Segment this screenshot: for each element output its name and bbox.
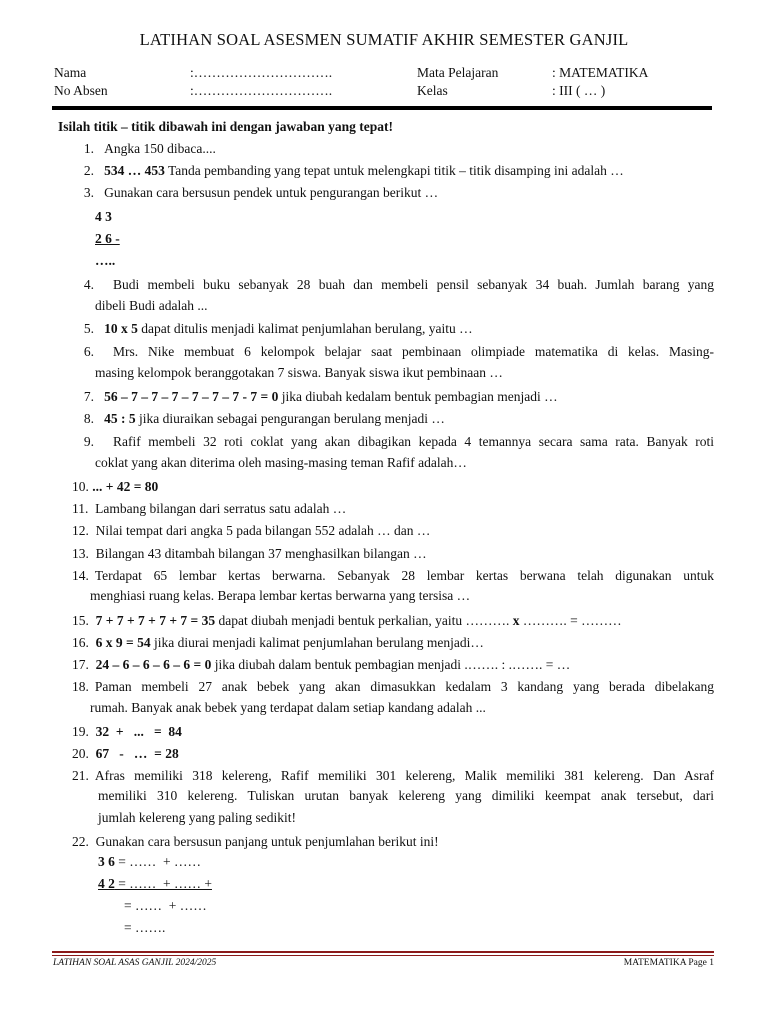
q22-row4: = …….	[124, 920, 166, 935]
q22-row1: 3 6 = …… + ……	[98, 854, 201, 869]
nama-label: Nama	[54, 65, 87, 80]
footer-page: MATEMATIKA Page 1	[623, 958, 714, 968]
question-6: 6. Mrs. Nike membuat 6 kelompok belajar saat pembinaan olimpiade matematika di kelas. Masing-	[83, 344, 714, 359]
instruction: Isilah titik – titik dibawah ini dengan jawaban yang tepat!	[58, 119, 393, 134]
header-divider	[52, 106, 712, 110]
question-13: 13. Bilangan 43 ditambah bilangan 37 menghasilkan bilangan …	[72, 546, 427, 561]
question-3: 3. Gunakan cara bersusun pendek untuk pengurangan berikut …	[83, 185, 439, 200]
question-19: 19. 32 + ... = 84	[72, 724, 182, 739]
q22-row3: = …… + ……	[124, 898, 207, 913]
question-20: 20. 67 - … = 28	[72, 746, 179, 761]
question-11: 11. Lambang bilangan dari serratus satu adalah …	[72, 501, 347, 516]
question-12: 12. Nilai tempat dari angka 5 pada bilangan 552 adalah … dan …	[72, 523, 431, 538]
absen-field: :………………………….	[190, 83, 333, 98]
question-16: 16. 6 x 9 = 54 jika diurai menjadi kalimat penjumlahan berulang menjadi…	[72, 635, 484, 650]
question-2: 2. 534 … 453 Tanda pembanding yang tepat untuk melengkapi titik – titik disamping ini adalah …	[83, 163, 624, 178]
question-21-line3: jumlah kelereng yang paling sedikit!	[98, 810, 296, 825]
mapel-label: Mata Pelajaran	[417, 65, 499, 80]
kelas-label: Kelas	[417, 83, 448, 98]
question-7: 7. 56 – 7 – 7 – 7 – 7 – 7 – 7 - 7 = 0 jika diubah kedalam bentuk pembagian menjadi …	[83, 389, 558, 404]
question-18-line2: rumah. Banyak anak bebek yang terdapat dalam setiap kandang adalah ...	[90, 700, 486, 715]
absen-label: No Absen	[54, 83, 108, 98]
q3-row1: 4 3	[95, 209, 112, 224]
question-5: 5. 10 x 5 dapat ditulis menjadi kalimat penjumlahan berulang, yaitu …	[83, 321, 473, 336]
question-18: 18. Paman membeli 27 anak bebek yang akan dimasukkan kedalam 3 kandang yang berada dibelakang	[72, 679, 714, 694]
question-4: 4. Budi membeli buku sebanyak 28 buah dan membeli pensil sebanyak 34 buah. Jumlah barang yang	[83, 277, 714, 292]
kelas-value: : III ( … )	[552, 83, 606, 98]
question-14: 14. Terdapat 65 lembar kertas berwarna. Sebanyak 28 lembar kertas berwana telah digunakan untuk	[72, 568, 714, 583]
question-10: 10. ... + 42 = 80	[72, 479, 159, 494]
page-title: LATIHAN SOAL ASESMEN SUMATIF AKHIR SEMESTER GANJIL	[139, 30, 629, 49]
question-9: 9. Rafif membeli 32 roti coklat yang akan dibagikan kepada 4 temannya secara sama rata. Banyak roti	[83, 434, 714, 449]
question-15: 15. 7 + 7 + 7 + 7 + 7 = 35 dapat diubah menjadi bentuk perkalian, yaitu ………. x ………. = ………	[72, 613, 622, 628]
mapel-value: : MATEMATIKA	[552, 65, 649, 80]
question-8: 8. 45 : 5 jika diuraikan sebagai pengurangan berulang menjadi …	[83, 411, 445, 426]
q3-row2: 2 6 -	[95, 231, 120, 246]
question-9-line2: coklat yang akan diterima oleh masing-masing teman Rafif adalah…	[95, 455, 467, 470]
question-21: 21. Afras memiliki 318 kelereng, Rafif memiliki 301 kelereng, Malik memiliki 381 kelereng. Dan Asraf	[72, 768, 714, 783]
footer-divider-thin	[52, 955, 714, 956]
question-14-line2: menghiasi ruang kelas. Berapa lembar kertas berwarna yang tersisa …	[90, 588, 471, 603]
question-21-line2: memiliki 310 kelereng. Tuliskan urutan banyak kelereng yang dimiliki keempat anak tersebut, dari	[98, 788, 714, 803]
footer-left: LATIHAN SOAL ASAS GANJIL 2024/2025	[53, 958, 217, 968]
question-4-line2: dibeli Budi adalah ...	[95, 298, 208, 313]
q3-row3: …..	[95, 253, 116, 268]
nama-field: :………………………….	[190, 65, 333, 80]
question-22: 22. Gunakan cara bersusun panjang untuk penjumlahan berikut ini!	[72, 834, 439, 849]
question-6-line2: masing kelompok beranggotakan 7 siswa. Banyak siswa ikut pembinaan …	[95, 365, 503, 380]
question-17: 17. 24 – 6 – 6 – 6 – 6 = 0 jika diubah dalam bentuk pembagian menjadi .……. : .……. = …	[72, 657, 571, 672]
footer-divider	[52, 951, 714, 953]
question-1: 1. Angka 150 dibaca....	[83, 141, 216, 156]
q22-row2: 4 2 = …… + …… +	[98, 876, 212, 891]
